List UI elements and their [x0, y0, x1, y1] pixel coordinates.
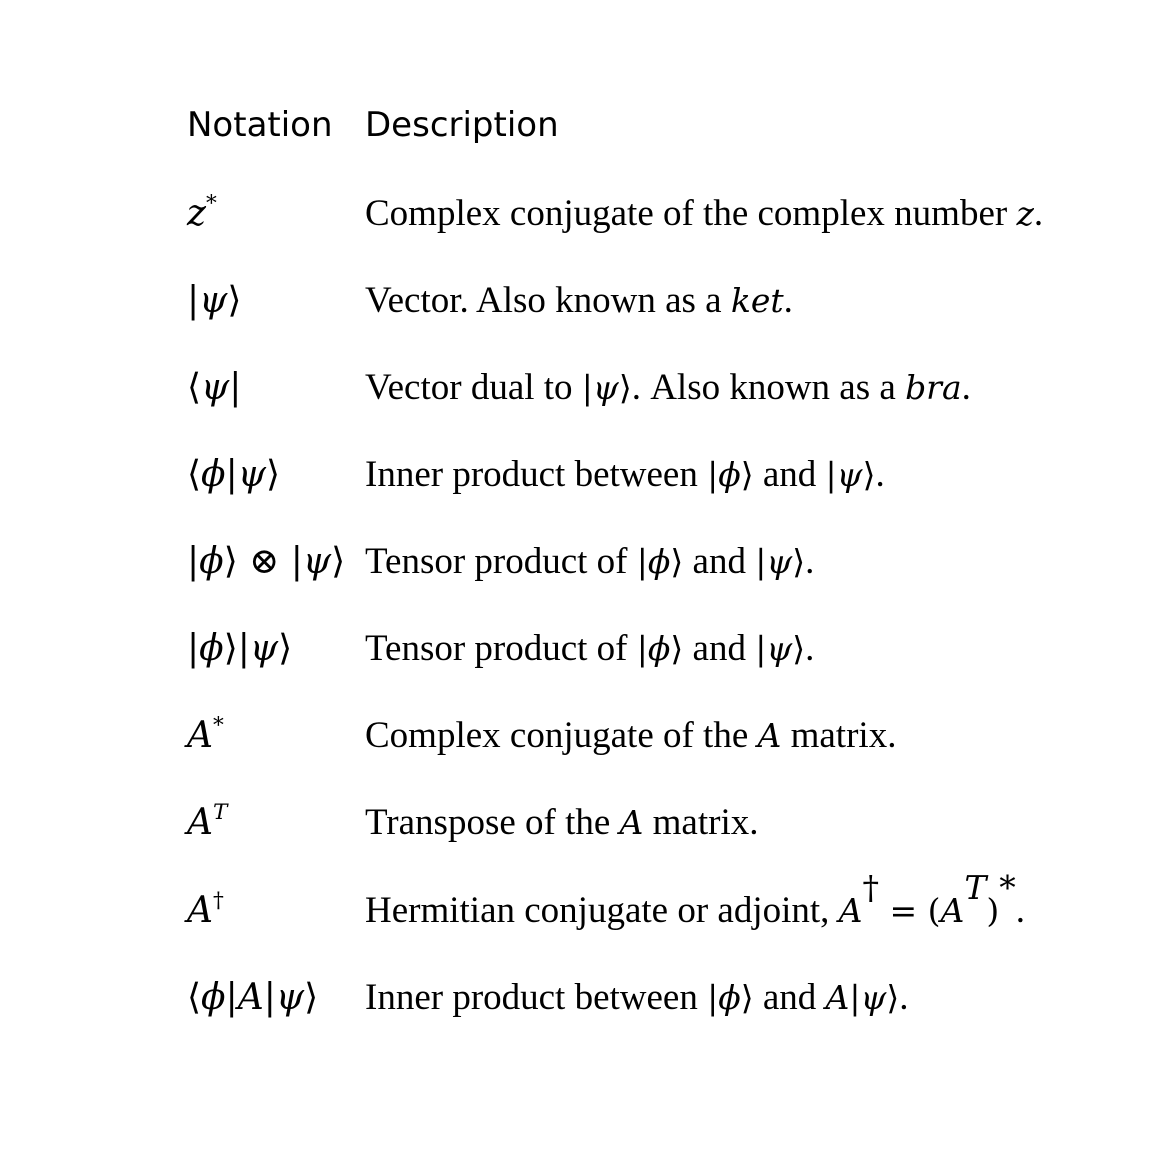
table-row [187, 532, 1127, 592]
description: Vector. Also known as a ket. [365, 280, 793, 321]
notation-bra: ⟨ψ| [187, 367, 242, 408]
notation-z-star: z* [187, 190, 217, 234]
notation-tensor-juxtaposition: |ϕ⟩|ψ⟩ [187, 628, 293, 669]
table-row [187, 793, 1127, 853]
header-description: Description [365, 105, 559, 145]
description: Hermitian conjugate or adjoint, $A^\dagger = (A^T)^*$. [365, 867, 1026, 931]
table-row [187, 184, 1127, 244]
notation-a-star: A* [187, 712, 224, 756]
table-row [187, 271, 1127, 331]
table-row [187, 445, 1127, 505]
description: Complex conjugate of the complex number z. [365, 193, 1044, 234]
notation-ket: |ψ⟩ [187, 280, 242, 321]
notation-inner-product: ⟨ϕ|ψ⟩ [187, 454, 281, 495]
description: Tensor product of |ϕ⟩ and |ψ⟩. [365, 628, 815, 669]
notation-a-dagger: A† [187, 887, 224, 931]
description: Transpose of the A matrix. [365, 802, 759, 843]
description: Complex conjugate of the A matrix. [365, 715, 897, 756]
description: Inner product between |ϕ⟩ and |ψ⟩. [365, 454, 885, 495]
description: Tensor product of |ϕ⟩ and |ψ⟩. [365, 541, 815, 582]
table-row [187, 619, 1127, 679]
notation-tensor-otimes: |ϕ⟩ ⊗ |ψ⟩ [187, 541, 346, 582]
notation-a-transpose: $A^T$ [187, 799, 228, 843]
description: Vector dual to |ψ⟩. Also known as a bra. [365, 367, 971, 408]
table-row [187, 968, 1127, 1028]
table-row [187, 867, 1127, 941]
description: Inner product between |ϕ⟩ and A|ψ⟩. [365, 977, 909, 1018]
table-row [187, 358, 1127, 418]
header-notation: Notation [187, 105, 333, 145]
notation-sandwich: ⟨ϕ|A|ψ⟩ [187, 977, 319, 1018]
table-row [187, 706, 1127, 766]
